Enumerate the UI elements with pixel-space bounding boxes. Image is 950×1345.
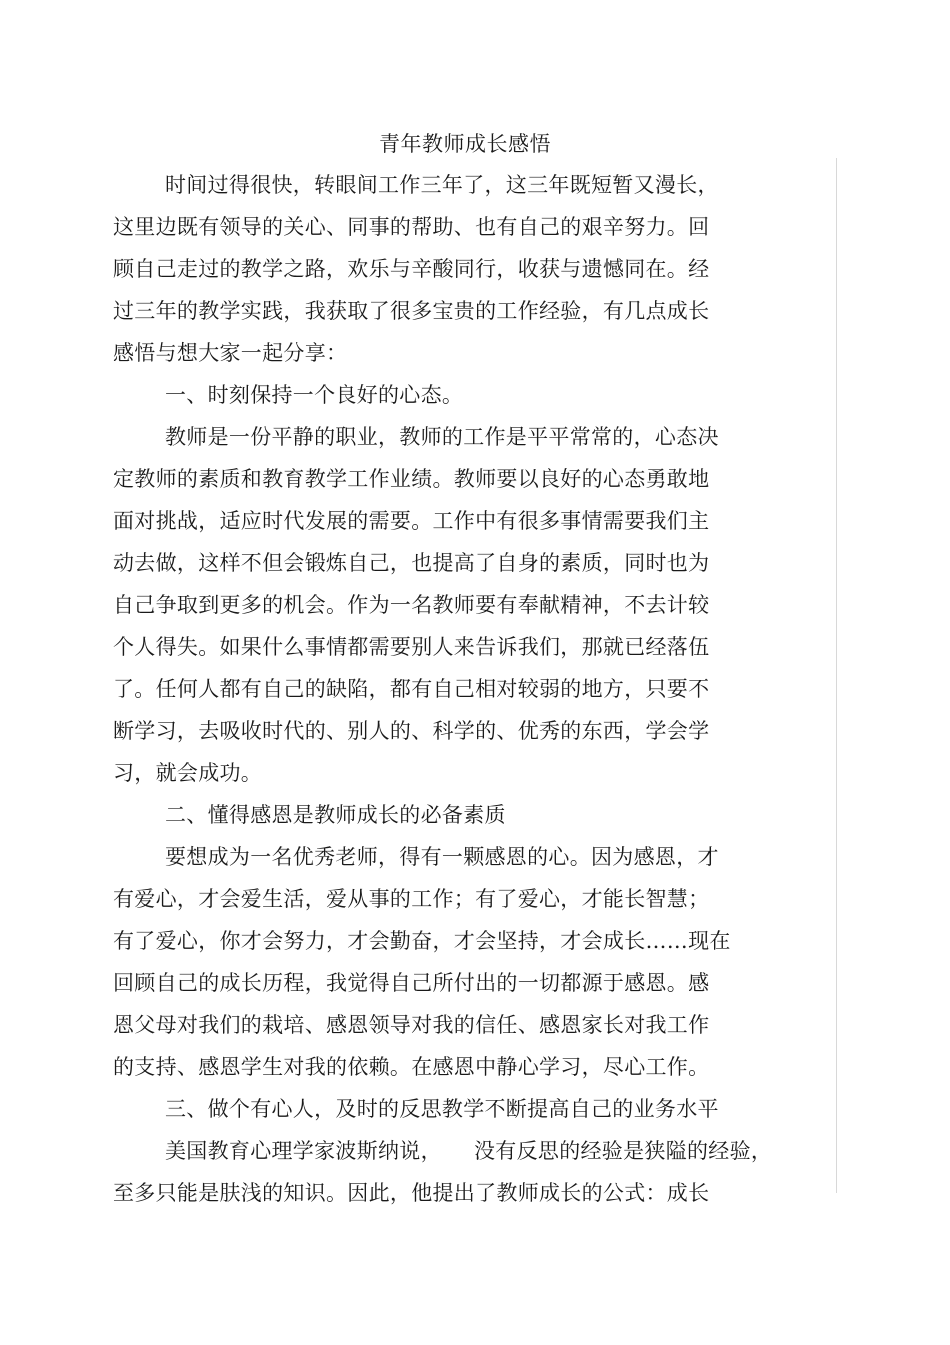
paragraph-line: 至多只能是肤浅的知识。因此，他提出了教师成长的公式：成长 <box>113 1181 710 1205</box>
section-heading: 二、懂得感恩是教师成长的必备素质 <box>165 803 506 827</box>
paragraph-line: 美国教育心理学家波斯纳说， 没有反思的经验是狭隘的经验， <box>165 1139 773 1163</box>
paragraph-line: 顾自己走过的教学之路，欢乐与辛酸同行，收获与遗憾同在。经 <box>113 257 710 281</box>
paragraph-line: 自己争取到更多的机会。作为一名教师要有奉献精神，不去计较 <box>113 593 710 617</box>
paragraph-line: 的支持、感恩学生对我的依赖。在感恩中静心学习，尽心工作。 <box>113 1055 710 1079</box>
paragraph-line: 感悟与想大家一起分享： <box>113 341 348 365</box>
paragraph-line: 时间过得很快，转眼间工作三年了，这三年既短暂又漫长， <box>165 173 719 197</box>
paragraph-line: 回顾自己的成长历程，我觉得自己所付出的一切都源于感恩。感 <box>113 971 710 995</box>
paragraph-line: 了。任何人都有自己的缺陷，都有自己相对较弱的地方，只要不 <box>113 677 710 701</box>
paragraph-line: 断学习，去吸收时代的、别人的、科学的、优秀的东西，学会学 <box>113 719 710 743</box>
paragraph-line: 过三年的教学实践，我获取了很多宝贵的工作经验，有几点成长 <box>113 299 710 323</box>
paragraph-line: 恩父母对我们的栽培、感恩领导对我的信任、感恩家长对我工作 <box>113 1013 710 1037</box>
paragraph-line: 要想成为一名优秀老师，得有一颗感恩的心。因为感恩，才 <box>165 845 719 869</box>
section-heading: 一、时刻保持一个良好的心态。 <box>165 383 464 407</box>
paragraph-line: 面对挑战，适应时代发展的需要。工作中有很多事情需要我们主 <box>113 509 710 533</box>
paragraph-line: 这里边既有领导的关心、同事的帮助、也有自己的艰辛努力。回 <box>113 215 710 239</box>
paragraph-line: 习，就会成功。 <box>113 761 263 785</box>
margin-rule <box>836 158 837 1193</box>
paragraph-line: 定教师的素质和教育教学工作业绩。教师要以良好的心态勇敢地 <box>113 467 710 491</box>
paragraph-line: 有了爱心，你才会努力，才会勤奋，才会坚持，才会成长……现在 <box>113 929 731 953</box>
section-heading: 三、做个有心人，及时的反思教学不断提高自己的业务水平 <box>165 1097 719 1121</box>
paragraph-line: 动去做，这样不但会锻炼自己，也提高了自身的素质，同时也为 <box>113 551 710 575</box>
document-title: 青年教师成长感悟 <box>379 132 551 156</box>
paragraph-line: 教师是一份平静的职业，教师的工作是平平常常的，心态决 <box>165 425 719 449</box>
paragraph-line: 有爱心，才会爱生活，爱从事的工作；有了爱心，才能长智慧； <box>113 887 710 911</box>
paragraph-line: 个人得失。如果什么事情都需要别人来告诉我们，那就已经落伍 <box>113 635 710 659</box>
